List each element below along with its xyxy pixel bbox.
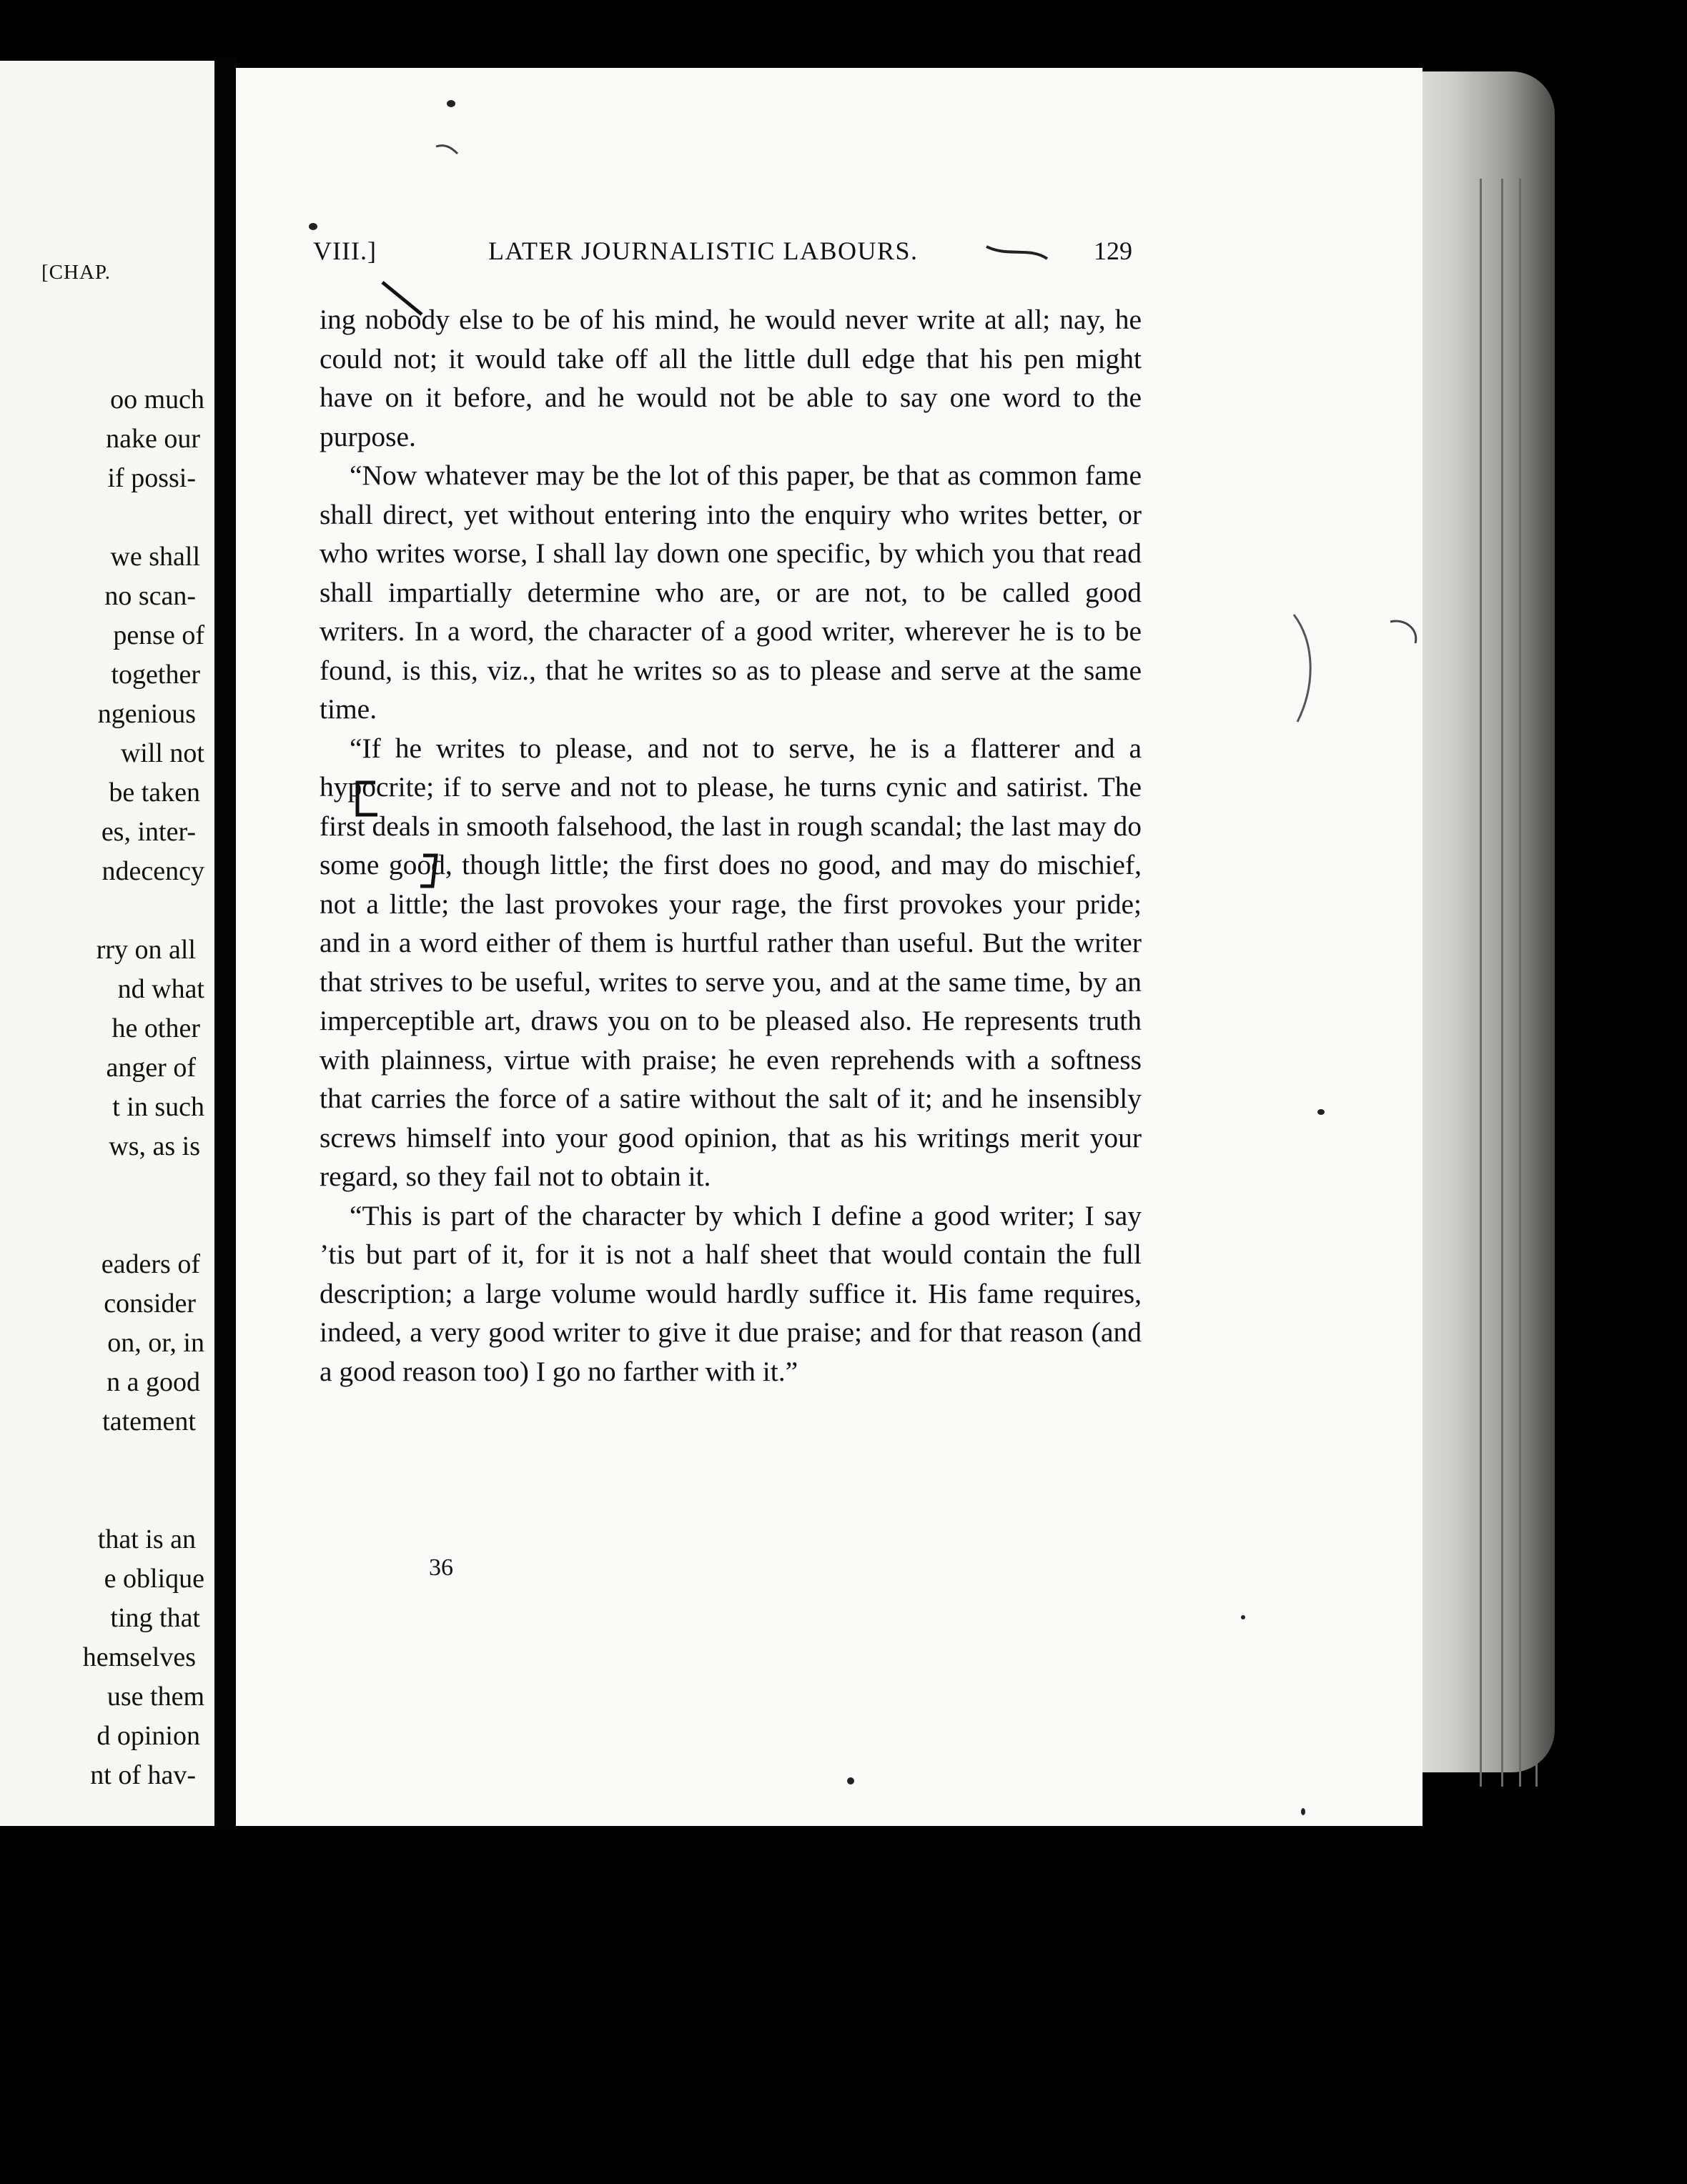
- ink-speck: [309, 223, 317, 230]
- facing-page-line: if possi-: [107, 463, 196, 493]
- facing-page-line: be taken: [109, 778, 200, 808]
- ink-speck: [1301, 1808, 1305, 1815]
- facing-page-line: ws, as is: [109, 1131, 200, 1161]
- facing-page-line: will not: [120, 738, 204, 768]
- facing-page-line: together: [111, 660, 200, 690]
- facing-page-line: nt of hav-: [90, 1760, 196, 1790]
- bracket-open-icon: [357, 783, 377, 815]
- paragraph-3: “If he writes to please, and not to serve, he is a flatterer and a hypocrite; if to serve and not to please, he turns cynic and satirist. The first deals in smooth falsehood, the last in rough scandal; the last may do some good, though little; the first does no good, and may do mischief, not a little; the last provokes your rage, the first provokes your pride; and in a word either of them is hurtful rather than useful. But the writer that strives to be useful, writes to serve you, and at the same time, by an imperceptible art, draws you on to be pleased also. He represents truth with plainness, virtue with praise; he even reprehends with a softness that carries the force of a satire without the salt of it; and he insensibly screws himself into your good opinion, that as his writings merit your regard, so they fail not to obtain it.: [320, 732, 1142, 1192]
- facing-page-line: that is an: [97, 1524, 196, 1554]
- facing-page-line: nake our: [106, 424, 200, 454]
- bracket-close-icon: [420, 855, 436, 886]
- facing-page-line: ndecency: [102, 856, 204, 886]
- facing-page-line: oo much: [110, 384, 204, 415]
- facing-page-line: hemselves: [82, 1642, 196, 1672]
- facing-page-line: no scan-: [104, 581, 196, 611]
- ink-speck: [1241, 1615, 1245, 1619]
- facing-page-line: t in such: [112, 1092, 204, 1122]
- facing-page-line: nd what: [117, 974, 204, 1004]
- facing-page-line: tatement: [102, 1406, 196, 1436]
- facing-page-line: we shall: [110, 542, 200, 572]
- pencil-stroke: [1294, 615, 1310, 722]
- running-title: LATER JOURNALISTIC LABOURS.: [488, 237, 919, 265]
- ink-speck: [847, 1777, 854, 1785]
- facing-page-line: e oblique: [104, 1564, 204, 1594]
- paragraph-2: “Now whatever may be the lot of this paper, be that as common fame shall direct, yet without entering into the enquiry who writes better, or who writes worse, I shall lay down one specific, by which you that read shall impartially determine who are, or are not, to be called good writers. In a word, the character of a good writer, wherever he is to be found, is this, viz., that he writes so as to please and serve at the same time.: [320, 460, 1142, 725]
- facing-page-header: [CHAP.: [41, 261, 112, 284]
- facing-page-line: anger of: [106, 1053, 196, 1083]
- ink-speck: [447, 100, 455, 107]
- paragraph-1: ing nobody else to be of his mind, he would never write at all; nay, he could not; it would take off all the little dull edge that his pen might have on it before, and he would not be able to say one word to the purpose.: [320, 304, 1142, 452]
- chapter-section-label: VIII.]: [313, 237, 377, 265]
- facing-page-line: ngenious: [97, 699, 196, 729]
- page-number: 129: [1094, 237, 1132, 265]
- pencil-stroke: [986, 247, 1047, 259]
- facing-page-line: d opinion: [97, 1721, 200, 1751]
- paragraph-4: “This is part of the character by which I define a good writer; I say ’tis but part of it, for it is not a half sheet that would contain the full description; a large volume would hardly suffice it. His fame requires, indeed, a very good writer to give it due praise; and for that reason (and a good reason too) I go no farther with it.”: [320, 1199, 1142, 1387]
- facing-page-line: ting that: [110, 1603, 200, 1633]
- facing-page-line: use them: [107, 1682, 204, 1712]
- ink-speck: [1317, 1109, 1325, 1115]
- facing-page-line: he other: [112, 1013, 200, 1043]
- signature-mark: 36: [429, 1554, 453, 1581]
- facing-page-line: pense of: [113, 620, 204, 650]
- facing-page-line: es, inter-: [101, 817, 196, 847]
- facing-page-line: rry on all: [96, 935, 196, 965]
- pencil-stroke: [382, 282, 422, 314]
- pencil-stroke: [1390, 621, 1416, 643]
- facing-page-line: consider: [104, 1289, 196, 1319]
- facing-page-line: on, or, in: [107, 1328, 204, 1358]
- facing-page-line: eaders of: [101, 1249, 200, 1279]
- pencil-stroke: [436, 146, 457, 154]
- facing-page-line: n a good: [107, 1367, 200, 1397]
